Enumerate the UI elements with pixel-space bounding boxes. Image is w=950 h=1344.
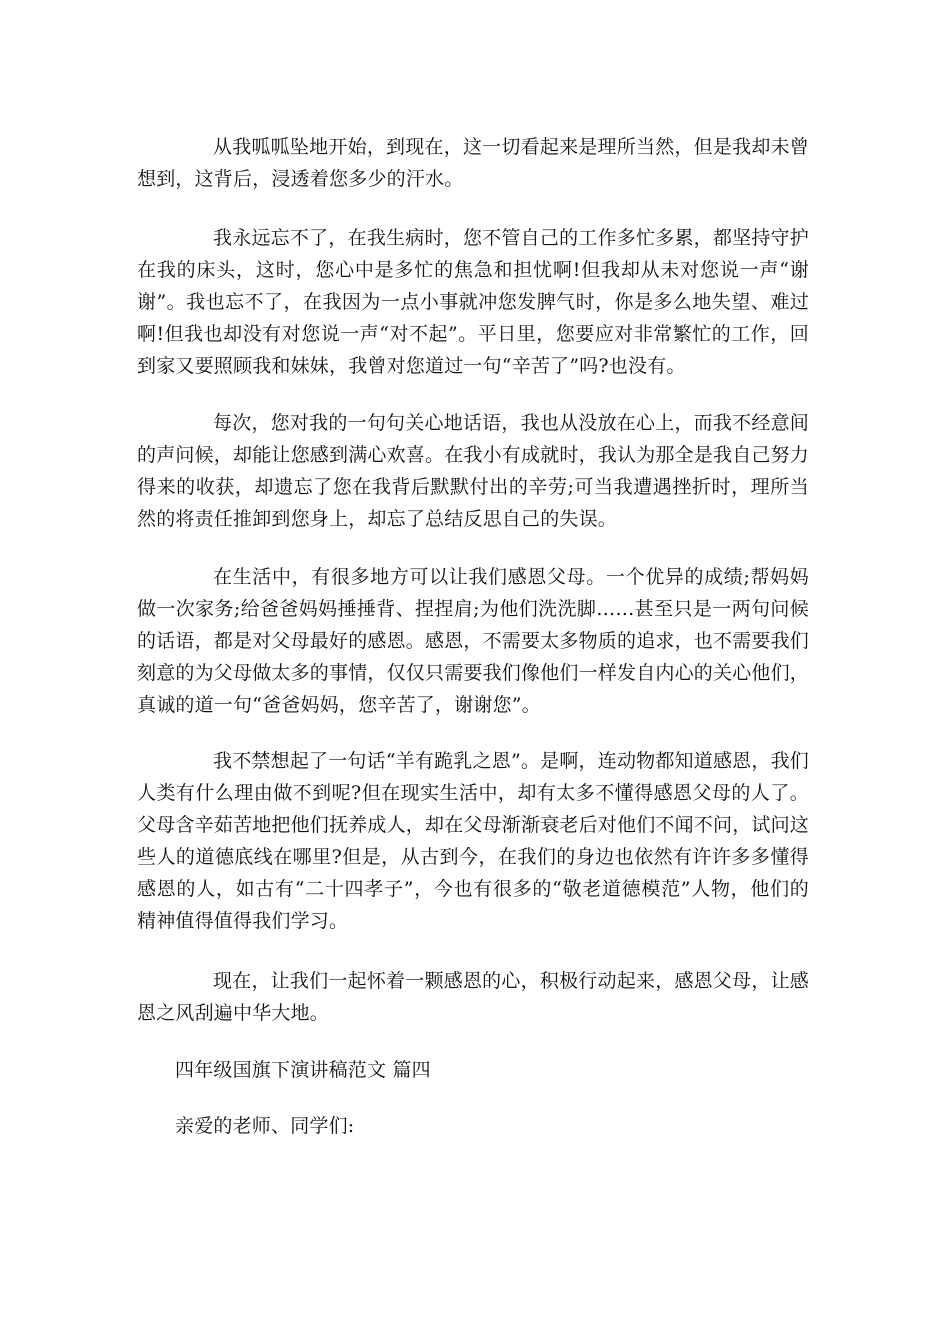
paragraph-3: 每次，您对我的一句句关心地话语，我也从没放在心上，而我不经意间的声问候，却能让您感到满心欢喜。在我小有成就时，我认为那全是我自己努力得来的收获，却遗忘了您在我背后默默付出的辛劳;可当我遭遇挫折时，理所当然的将责任推卸到您身上，却忘了总结反思自己的失误。 — [137, 412, 810, 530]
section-title: 四年级国旗下演讲稿范文 篇四 — [175, 1059, 431, 1081]
paragraph-4: 在生活中，有很多地方可以让我们感恩父母。一个优异的成绩;帮妈妈做一次家务;给爸爸妈妈捶捶背、捏捏肩;为他们洗洗脚……甚至只是一两句问候的话语，都是对父母最好的感恩。感恩，不需要太多物质的追求，也不需要我们刻意的为父母做太多的事情，仅仅只需要我们像他们一样发自内心的关心他们，真诚的道一句“爸爸妈妈，您辛苦了，谢谢您”。 — [137, 566, 810, 716]
paragraph-5: 我不禁想起了一句话“羊有跪乳之恩”。是啊，连动物都知道感恩，我们人类有什么理由做不到呢?但在现实生活中，却有太多不懂得感恩父母的人了。父母含辛茹苦地把他们抚养成人，却在父母渐渐衰老后对他们不闻不问，试问这些人的道德底线在哪里?但是，从古到今，在我们的身边也依然有许许多多懂得感恩的人，如古有“二十四孝子”，今也有很多的“敬老道德模范”人物，他们的精神值得值得我们学习。 — [137, 750, 810, 932]
paragraph-2: 我永远忘不了，在我生病时，您不管自己的工作多忙多累，都坚持守护在我的床头，这时，您心中是多忙的焦急和担忧啊!但我却从未对您说一声“谢谢”。我也忘不了，在我因为一点小事就冲您发脾气时，你是多么地失望、难过啊!但我也却没有对您说一声“对不起”。平日里，您要应对非常繁忙的工作，回到家又要照顾我和妹妹，我曾对您道过一句“辛苦了”吗?也没有。 — [137, 227, 809, 377]
paragraph-6: 现在，让我们一起怀着一颗感恩的心，积极行动起来，感恩父母，让感恩之风刮遍中华大地。 — [137, 970, 809, 1024]
paragraph-1: 从我呱呱坠地开始，到现在，这一切看起来是理所当然，但是我却未曾想到，这背后，浸透着您多少的汗水。 — [137, 136, 809, 190]
greeting: 亲爱的老师、同学们: — [175, 1115, 355, 1137]
